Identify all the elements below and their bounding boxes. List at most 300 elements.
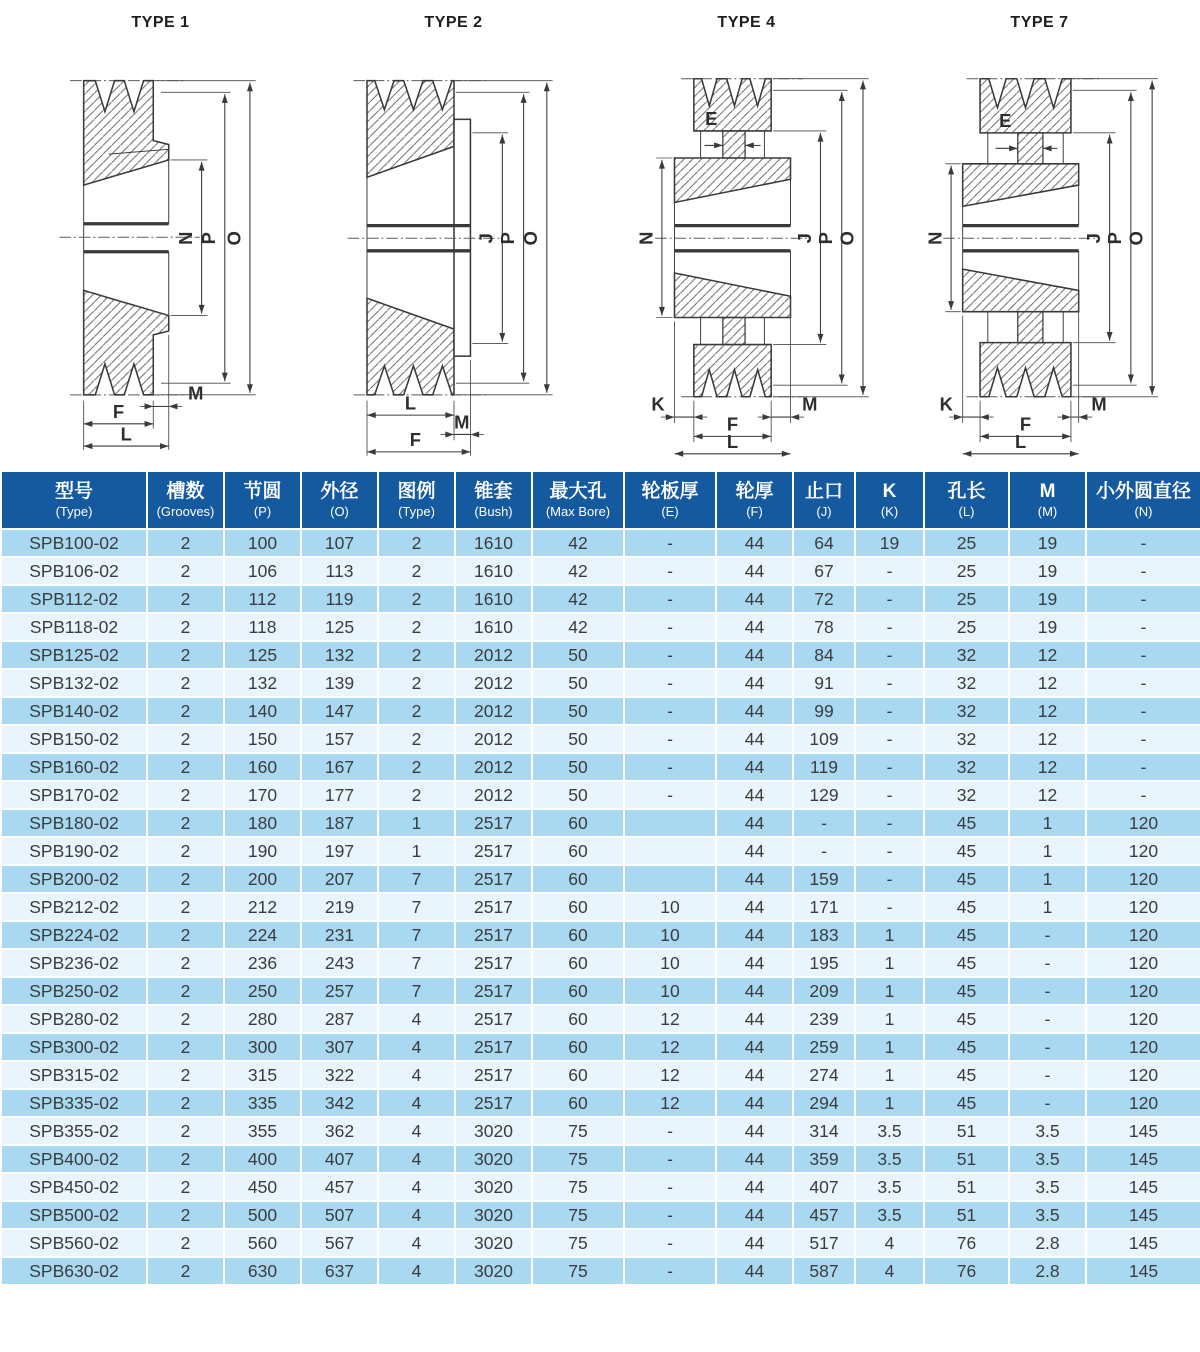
- cell: 44: [716, 781, 793, 809]
- cell: 45: [924, 921, 1009, 949]
- cell: 2517: [455, 1005, 532, 1033]
- cell: SPB140-02: [1, 697, 147, 725]
- cell: 19: [1009, 585, 1086, 613]
- dimension-arrowhead: [1069, 451, 1078, 457]
- table-row: [1, 641, 1200, 669]
- dimension-arrowhead: [1127, 375, 1133, 384]
- cell: 167: [301, 753, 378, 781]
- cell: 44: [716, 1229, 793, 1257]
- dimension-arrowhead: [168, 403, 177, 409]
- cell: 150: [224, 725, 301, 753]
- cell: 2: [147, 585, 224, 613]
- cell: -: [624, 725, 716, 753]
- cell: 2: [378, 725, 455, 753]
- cell: 250: [224, 977, 301, 1005]
- cell: -: [855, 837, 924, 865]
- cell: 2: [147, 1145, 224, 1173]
- dimension-arrowhead: [1106, 135, 1112, 144]
- cell: 500: [224, 1201, 301, 1229]
- table-row: [1, 585, 1200, 613]
- cell: -: [1086, 725, 1200, 753]
- cell: 12: [624, 1061, 716, 1089]
- cell: SPB132-02: [1, 669, 147, 697]
- cell: 44: [716, 921, 793, 949]
- cell: 44: [716, 641, 793, 669]
- cell: 139: [301, 669, 378, 697]
- cell: 3020: [455, 1145, 532, 1173]
- cell: 1: [855, 1089, 924, 1117]
- cell: 42: [532, 529, 624, 557]
- cell: -: [855, 725, 924, 753]
- cell: SPB112-02: [1, 585, 147, 613]
- cell: 32: [924, 781, 1009, 809]
- table-row: [1, 557, 1200, 585]
- dim-label-p: P: [197, 232, 219, 245]
- cell: -: [1086, 529, 1200, 557]
- dimension-arrowhead: [948, 166, 954, 175]
- cell: 44: [716, 1005, 793, 1033]
- cell: -: [1086, 781, 1200, 809]
- cell: 2012: [455, 753, 532, 781]
- cell: 1: [855, 1005, 924, 1033]
- cell: [624, 837, 716, 865]
- cell: SPB224-02: [1, 921, 147, 949]
- cell: 3.5: [1009, 1173, 1086, 1201]
- dim-label-o: O: [835, 231, 857, 246]
- dim-label-n: N: [923, 231, 945, 245]
- cell: 60: [532, 977, 624, 1005]
- cell: -: [624, 613, 716, 641]
- dimension-arrowhead: [1106, 332, 1112, 341]
- cell: SPB106-02: [1, 557, 147, 585]
- cell: SPB450-02: [1, 1173, 147, 1201]
- cell: 2: [147, 1257, 224, 1285]
- cell: 60: [532, 949, 624, 977]
- dimension-arrowhead: [980, 433, 989, 439]
- cell: 44: [716, 977, 793, 1005]
- cell: 76: [924, 1229, 1009, 1257]
- cell: 2: [378, 585, 455, 613]
- cell: 7: [378, 893, 455, 921]
- cell: SPB212-02: [1, 893, 147, 921]
- type4-drawing: [602, 32, 892, 458]
- cell: 107: [301, 529, 378, 557]
- cell: 45: [924, 893, 1009, 921]
- dimension-arrowhead: [665, 414, 674, 420]
- cell: 118: [224, 613, 301, 641]
- cell: 44: [716, 669, 793, 697]
- cell: 195: [793, 949, 855, 977]
- dimension-arrowhead: [1042, 145, 1051, 151]
- cell: 75: [532, 1117, 624, 1145]
- dim-label-m: M: [801, 393, 817, 415]
- cell: 587: [793, 1257, 855, 1285]
- cell: -: [1009, 1061, 1086, 1089]
- dim-label-e: E: [998, 110, 1011, 132]
- cell: 132: [301, 641, 378, 669]
- cell: -: [855, 585, 924, 613]
- dimension-arrowhead: [962, 451, 971, 457]
- cell: 4: [378, 1089, 455, 1117]
- cell: [624, 809, 716, 837]
- header-cell: M (M): [1009, 471, 1086, 529]
- dimension-arrowhead: [790, 414, 799, 420]
- cell: 567: [301, 1229, 378, 1257]
- cell: 170: [224, 781, 301, 809]
- dimension-arrowhead: [221, 373, 227, 382]
- dimension-arrowhead: [745, 142, 754, 148]
- cell: 3020: [455, 1117, 532, 1145]
- cell: 10: [624, 949, 716, 977]
- cell: 45: [924, 949, 1009, 977]
- cell: SPB150-02: [1, 725, 147, 753]
- cell: SPB250-02: [1, 977, 147, 1005]
- table-row: [1, 921, 1200, 949]
- cell: 120: [1086, 893, 1200, 921]
- dim-label-n: N: [634, 231, 656, 245]
- cell: 19: [1009, 529, 1086, 557]
- cell: 75: [532, 1257, 624, 1285]
- table-row: [1, 949, 1200, 977]
- cell: 2: [378, 529, 455, 557]
- cell: 1: [1009, 809, 1086, 837]
- cell: 44: [716, 725, 793, 753]
- dimension-arrowhead: [543, 83, 549, 92]
- header-cell: 孔长 (L): [924, 471, 1009, 529]
- cell: -: [624, 529, 716, 557]
- cell: 7: [378, 865, 455, 893]
- cell: 2: [147, 1173, 224, 1201]
- cell: 2: [147, 977, 224, 1005]
- cell: [624, 865, 716, 893]
- cell: 2: [147, 1089, 224, 1117]
- cell: 106: [224, 557, 301, 585]
- cell: -: [793, 837, 855, 865]
- cell: 75: [532, 1145, 624, 1173]
- cell: 72: [793, 585, 855, 613]
- cell: 44: [716, 1033, 793, 1061]
- cell: 1610: [455, 529, 532, 557]
- cell: 3020: [455, 1229, 532, 1257]
- cell: 145: [1086, 1117, 1200, 1145]
- cell: 147: [301, 697, 378, 725]
- header-cell: 外径 (O): [301, 471, 378, 529]
- cell: 2012: [455, 697, 532, 725]
- cell: 125: [224, 641, 301, 669]
- cell: 257: [301, 977, 378, 1005]
- cell: SPB236-02: [1, 949, 147, 977]
- cell: -: [855, 557, 924, 585]
- cell: 3.5: [1009, 1201, 1086, 1229]
- cell: 10: [624, 893, 716, 921]
- dimension-arrowhead: [781, 451, 790, 457]
- dimension-arrowhead: [1009, 145, 1018, 151]
- cell: SPB355-02: [1, 1117, 147, 1145]
- cell: -: [1009, 1033, 1086, 1061]
- dimension-arrowhead: [470, 431, 479, 437]
- cell: 1: [1009, 865, 1086, 893]
- cell: 359: [793, 1145, 855, 1173]
- dimension-arrowhead: [367, 412, 376, 418]
- cell: SPB300-02: [1, 1033, 147, 1061]
- cell: 1610: [455, 557, 532, 585]
- cell: -: [855, 669, 924, 697]
- dimension-arrowhead: [980, 414, 989, 420]
- cell: 294: [793, 1089, 855, 1117]
- dimension-arrowhead: [1078, 414, 1087, 420]
- cell: SPB190-02: [1, 837, 147, 865]
- cell: 51: [924, 1145, 1009, 1173]
- cell: 2: [147, 1229, 224, 1257]
- cell: 120: [1086, 921, 1200, 949]
- cell: 42: [532, 613, 624, 641]
- cell: 7: [378, 949, 455, 977]
- dim-label-k: K: [939, 393, 953, 415]
- cell: 120: [1086, 809, 1200, 837]
- dim-label-m: M: [1090, 393, 1107, 415]
- cell: -: [624, 669, 716, 697]
- cell: 12: [1009, 781, 1086, 809]
- cell: 50: [532, 781, 624, 809]
- cell: 3.5: [855, 1117, 924, 1145]
- dimension-arrowhead: [860, 386, 866, 395]
- cell: 457: [301, 1173, 378, 1201]
- cell: 32: [924, 753, 1009, 781]
- cell: 187: [301, 809, 378, 837]
- cell: 2: [147, 669, 224, 697]
- dim-label-j: J: [793, 233, 815, 244]
- cell: 44: [716, 1117, 793, 1145]
- cell: -: [793, 809, 855, 837]
- cell: -: [624, 641, 716, 669]
- cell: 91: [793, 669, 855, 697]
- cell: SPB400-02: [1, 1145, 147, 1173]
- cell: 236: [224, 949, 301, 977]
- cell: 75: [532, 1173, 624, 1201]
- cell: 44: [716, 585, 793, 613]
- table-row: [1, 1061, 1200, 1089]
- cell: 315: [224, 1061, 301, 1089]
- cell: 2012: [455, 781, 532, 809]
- cell: -: [624, 1257, 716, 1285]
- cell: 1: [855, 977, 924, 1005]
- cell: 2: [147, 1033, 224, 1061]
- cell: 2: [147, 865, 224, 893]
- cell: 2517: [455, 977, 532, 1005]
- cell: 12: [1009, 725, 1086, 753]
- cell: 45: [924, 1033, 1009, 1061]
- cell: -: [855, 613, 924, 641]
- header-cell: 图例 (Type): [378, 471, 455, 529]
- cell: 2.8: [1009, 1257, 1086, 1285]
- header-cell: 节圆 (P): [224, 471, 301, 529]
- cell: 3.5: [1009, 1145, 1086, 1173]
- cell: 120: [1086, 1089, 1200, 1117]
- dimension-arrowhead: [445, 431, 454, 437]
- cell: 200: [224, 865, 301, 893]
- cell: 3.5: [1009, 1117, 1086, 1145]
- cell: 2517: [455, 1061, 532, 1089]
- dim-label-m: M: [187, 382, 203, 404]
- cell: 120: [1086, 1061, 1200, 1089]
- cell: 3020: [455, 1257, 532, 1285]
- table-row: [1, 977, 1200, 1005]
- header-cell: 轮厚 (F): [716, 471, 793, 529]
- cell: -: [855, 781, 924, 809]
- cell: -: [855, 865, 924, 893]
- cell: 145: [1086, 1145, 1200, 1173]
- cell: 4: [378, 1061, 455, 1089]
- dimension-arrowhead: [1149, 81, 1155, 90]
- cell: 50: [532, 725, 624, 753]
- cell: 4: [855, 1257, 924, 1285]
- cell: SPB200-02: [1, 865, 147, 893]
- cell: 19: [1009, 557, 1086, 585]
- cell: 190: [224, 837, 301, 865]
- cell: 307: [301, 1033, 378, 1061]
- dim-label-l: L: [1014, 431, 1026, 452]
- table-row: [1, 1201, 1200, 1229]
- cell: 1: [1009, 837, 1086, 865]
- cell: 637: [301, 1257, 378, 1285]
- cell: SPB630-02: [1, 1257, 147, 1285]
- cell: 32: [924, 641, 1009, 669]
- cell: 171: [793, 893, 855, 921]
- cell: 322: [301, 1061, 378, 1089]
- table-row: [1, 753, 1200, 781]
- cell: 145: [1086, 1173, 1200, 1201]
- cell: 60: [532, 1033, 624, 1061]
- cell: 3020: [455, 1201, 532, 1229]
- cell: 1610: [455, 613, 532, 641]
- spec-table: [0, 470, 1200, 1286]
- cell: 45: [924, 837, 1009, 865]
- cell: 12: [1009, 753, 1086, 781]
- cell: 25: [924, 557, 1009, 585]
- cell: 44: [716, 865, 793, 893]
- cell: -: [1086, 557, 1200, 585]
- diagram-type4: [600, 6, 893, 470]
- dim-label-m: M: [453, 411, 469, 433]
- cell: 119: [301, 585, 378, 613]
- table-row: [1, 1229, 1200, 1257]
- cell: 239: [793, 1005, 855, 1033]
- dim-label-f: F: [409, 429, 421, 451]
- cell: -: [624, 1145, 716, 1173]
- dimension-arrowhead: [520, 373, 526, 382]
- cell: 300: [224, 1033, 301, 1061]
- cell: 335: [224, 1089, 301, 1117]
- cell: 60: [532, 1089, 624, 1117]
- cell: -: [624, 1117, 716, 1145]
- dimension-arrowhead: [144, 403, 153, 409]
- header-row: [1, 471, 1200, 529]
- diagram-type1-title: TYPE 1: [131, 14, 190, 31]
- cell: 314: [793, 1117, 855, 1145]
- cell: 44: [716, 1173, 793, 1201]
- dimension-arrowhead: [860, 81, 866, 90]
- cell: 1610: [455, 585, 532, 613]
- cell: 177: [301, 781, 378, 809]
- dimension-arrowhead: [198, 305, 204, 314]
- cell: 119: [793, 753, 855, 781]
- cell: 1: [855, 949, 924, 977]
- cell: 4: [378, 1257, 455, 1285]
- diagram-type7: [893, 6, 1186, 470]
- cell: 157: [301, 725, 378, 753]
- cell: 2517: [455, 809, 532, 837]
- cell: SPB280-02: [1, 1005, 147, 1033]
- dimension-arrowhead: [543, 384, 549, 393]
- dim-label-p: P: [1103, 232, 1125, 245]
- table-row: [1, 725, 1200, 753]
- cell: 507: [301, 1201, 378, 1229]
- cell: 10: [624, 921, 716, 949]
- cell: 84: [793, 641, 855, 669]
- cell: 120: [1086, 977, 1200, 1005]
- dim-label-n: N: [174, 231, 196, 245]
- cell: 145: [1086, 1257, 1200, 1285]
- cell: 51: [924, 1173, 1009, 1201]
- cell: 517: [793, 1229, 855, 1257]
- cell: 219: [301, 893, 378, 921]
- cell: 44: [716, 893, 793, 921]
- dimension-arrowhead: [499, 135, 505, 144]
- table-row: [1, 809, 1200, 837]
- cell: 231: [301, 921, 378, 949]
- cell: 44: [716, 753, 793, 781]
- cell: 450: [224, 1173, 301, 1201]
- cell: -: [1009, 921, 1086, 949]
- dimension-arrowhead: [221, 94, 227, 103]
- cell: -: [624, 585, 716, 613]
- cell: 3020: [455, 1173, 532, 1201]
- cell: 197: [301, 837, 378, 865]
- cell: -: [624, 557, 716, 585]
- cell: 76: [924, 1257, 1009, 1285]
- cell: 44: [716, 529, 793, 557]
- cell: 2: [147, 529, 224, 557]
- cell: -: [1086, 669, 1200, 697]
- cell: 32: [924, 697, 1009, 725]
- cell: 7: [378, 921, 455, 949]
- cell: 4: [378, 1005, 455, 1033]
- dim-label-e: E: [704, 108, 717, 130]
- cell: 12: [624, 1033, 716, 1061]
- dimension-arrowhead: [246, 384, 252, 393]
- dim-label-l: L: [120, 423, 132, 445]
- cell: 2012: [455, 725, 532, 753]
- cell: 4: [378, 1201, 455, 1229]
- cell: 51: [924, 1201, 1009, 1229]
- dimension-arrowhead: [693, 414, 702, 420]
- cell: SPB500-02: [1, 1201, 147, 1229]
- cell: 2: [378, 557, 455, 585]
- cell: 2517: [455, 949, 532, 977]
- cell: 2: [147, 725, 224, 753]
- cell: 4: [378, 1033, 455, 1061]
- cell: 243: [301, 949, 378, 977]
- cell: 51: [924, 1117, 1009, 1145]
- cell: SPB160-02: [1, 753, 147, 781]
- cell: 3.5: [855, 1173, 924, 1201]
- cell: 2: [147, 949, 224, 977]
- cell: 44: [716, 837, 793, 865]
- cell: 2: [378, 669, 455, 697]
- cell: 12: [624, 1005, 716, 1033]
- cell: 400: [224, 1145, 301, 1173]
- dim-label-o: O: [1124, 231, 1146, 246]
